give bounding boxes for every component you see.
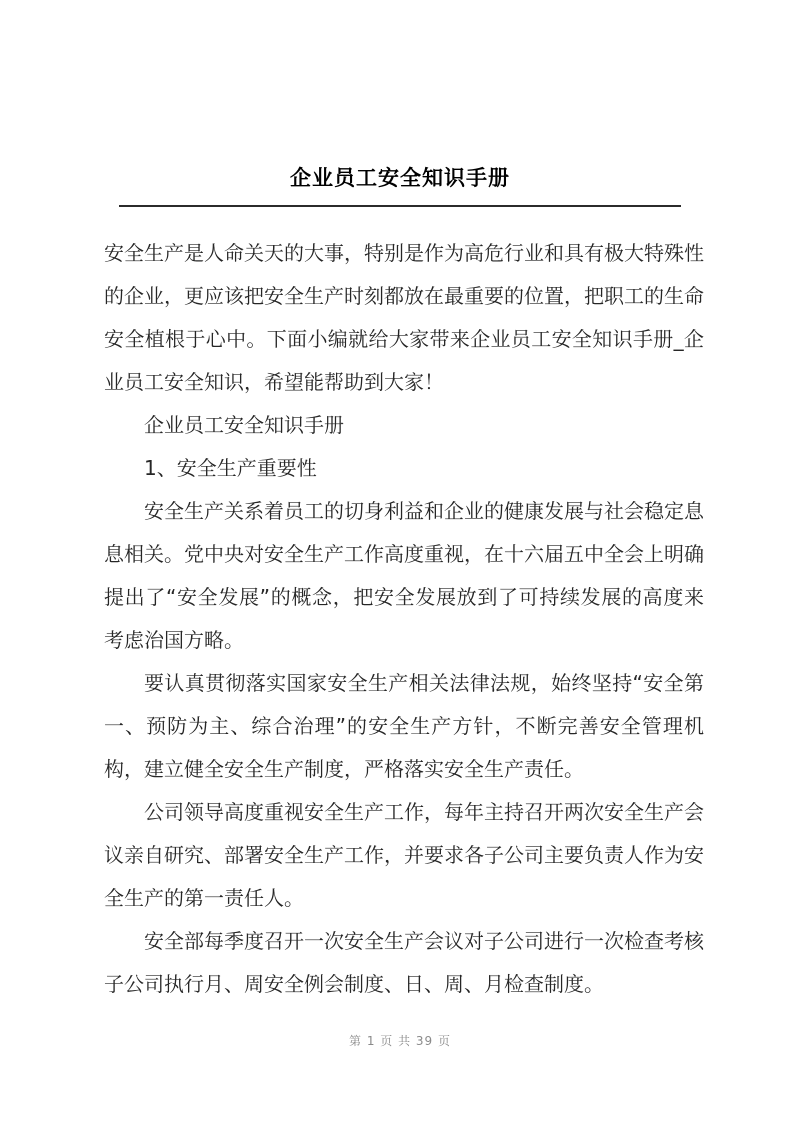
paragraph: 企业员工安全知识手册 [144,413,344,437]
document-body [0,207,800,1006]
paragraph: 安全生产关系着员工的切身利益和企业的健康发展与社会稳定息息相关。党中央对安全生产工作高度重视，在十六届五中全会上明确提出了“安全发展”的概念，把安全发展放到了可持续发展的高度来考虑治国方略。 [104,499,704,652]
paragraph: 1、安全生产重要性 [144,456,317,480]
paragraph: 安全部每季度召开一次安全生产会议对子公司进行一次检查考核子公司执行月、周安全例会制度、日、周、月检查制度。 [104,929,704,996]
paragraph: 安全生产是人命关天的大事，特别是作为高危行业和具有极大特殊性的企业，更应该把安全生产时刻都放在最重要的位置，把职工的生命安全植根于心中。下面小编就给大家带来企业员工安全知识手册_企业员工安全知识，希望能帮助到大家！ [104,241,704,394]
page-footer [0,1032,800,1049]
page-number-text: 第 1 页 共 39 页 [349,1034,451,1048]
paragraph: 公司领导高度重视安全生产工作，每年主持召开两次安全生产会议亲自研究、部署安全生产工作，并要求各子公司主要负责人作为安全生产的第一责任人。 [104,800,704,910]
document-title: 企业员工安全知识手册 [290,166,510,190]
paragraph: 要认真贯彻落实国家安全生产相关法律法规，始终坚持“安全第一、预防为主、综合治理”的安全生产方针，不断完善安全管理机构，建立健全安全生产制度，严格落实安全生产责任。 [104,671,704,781]
